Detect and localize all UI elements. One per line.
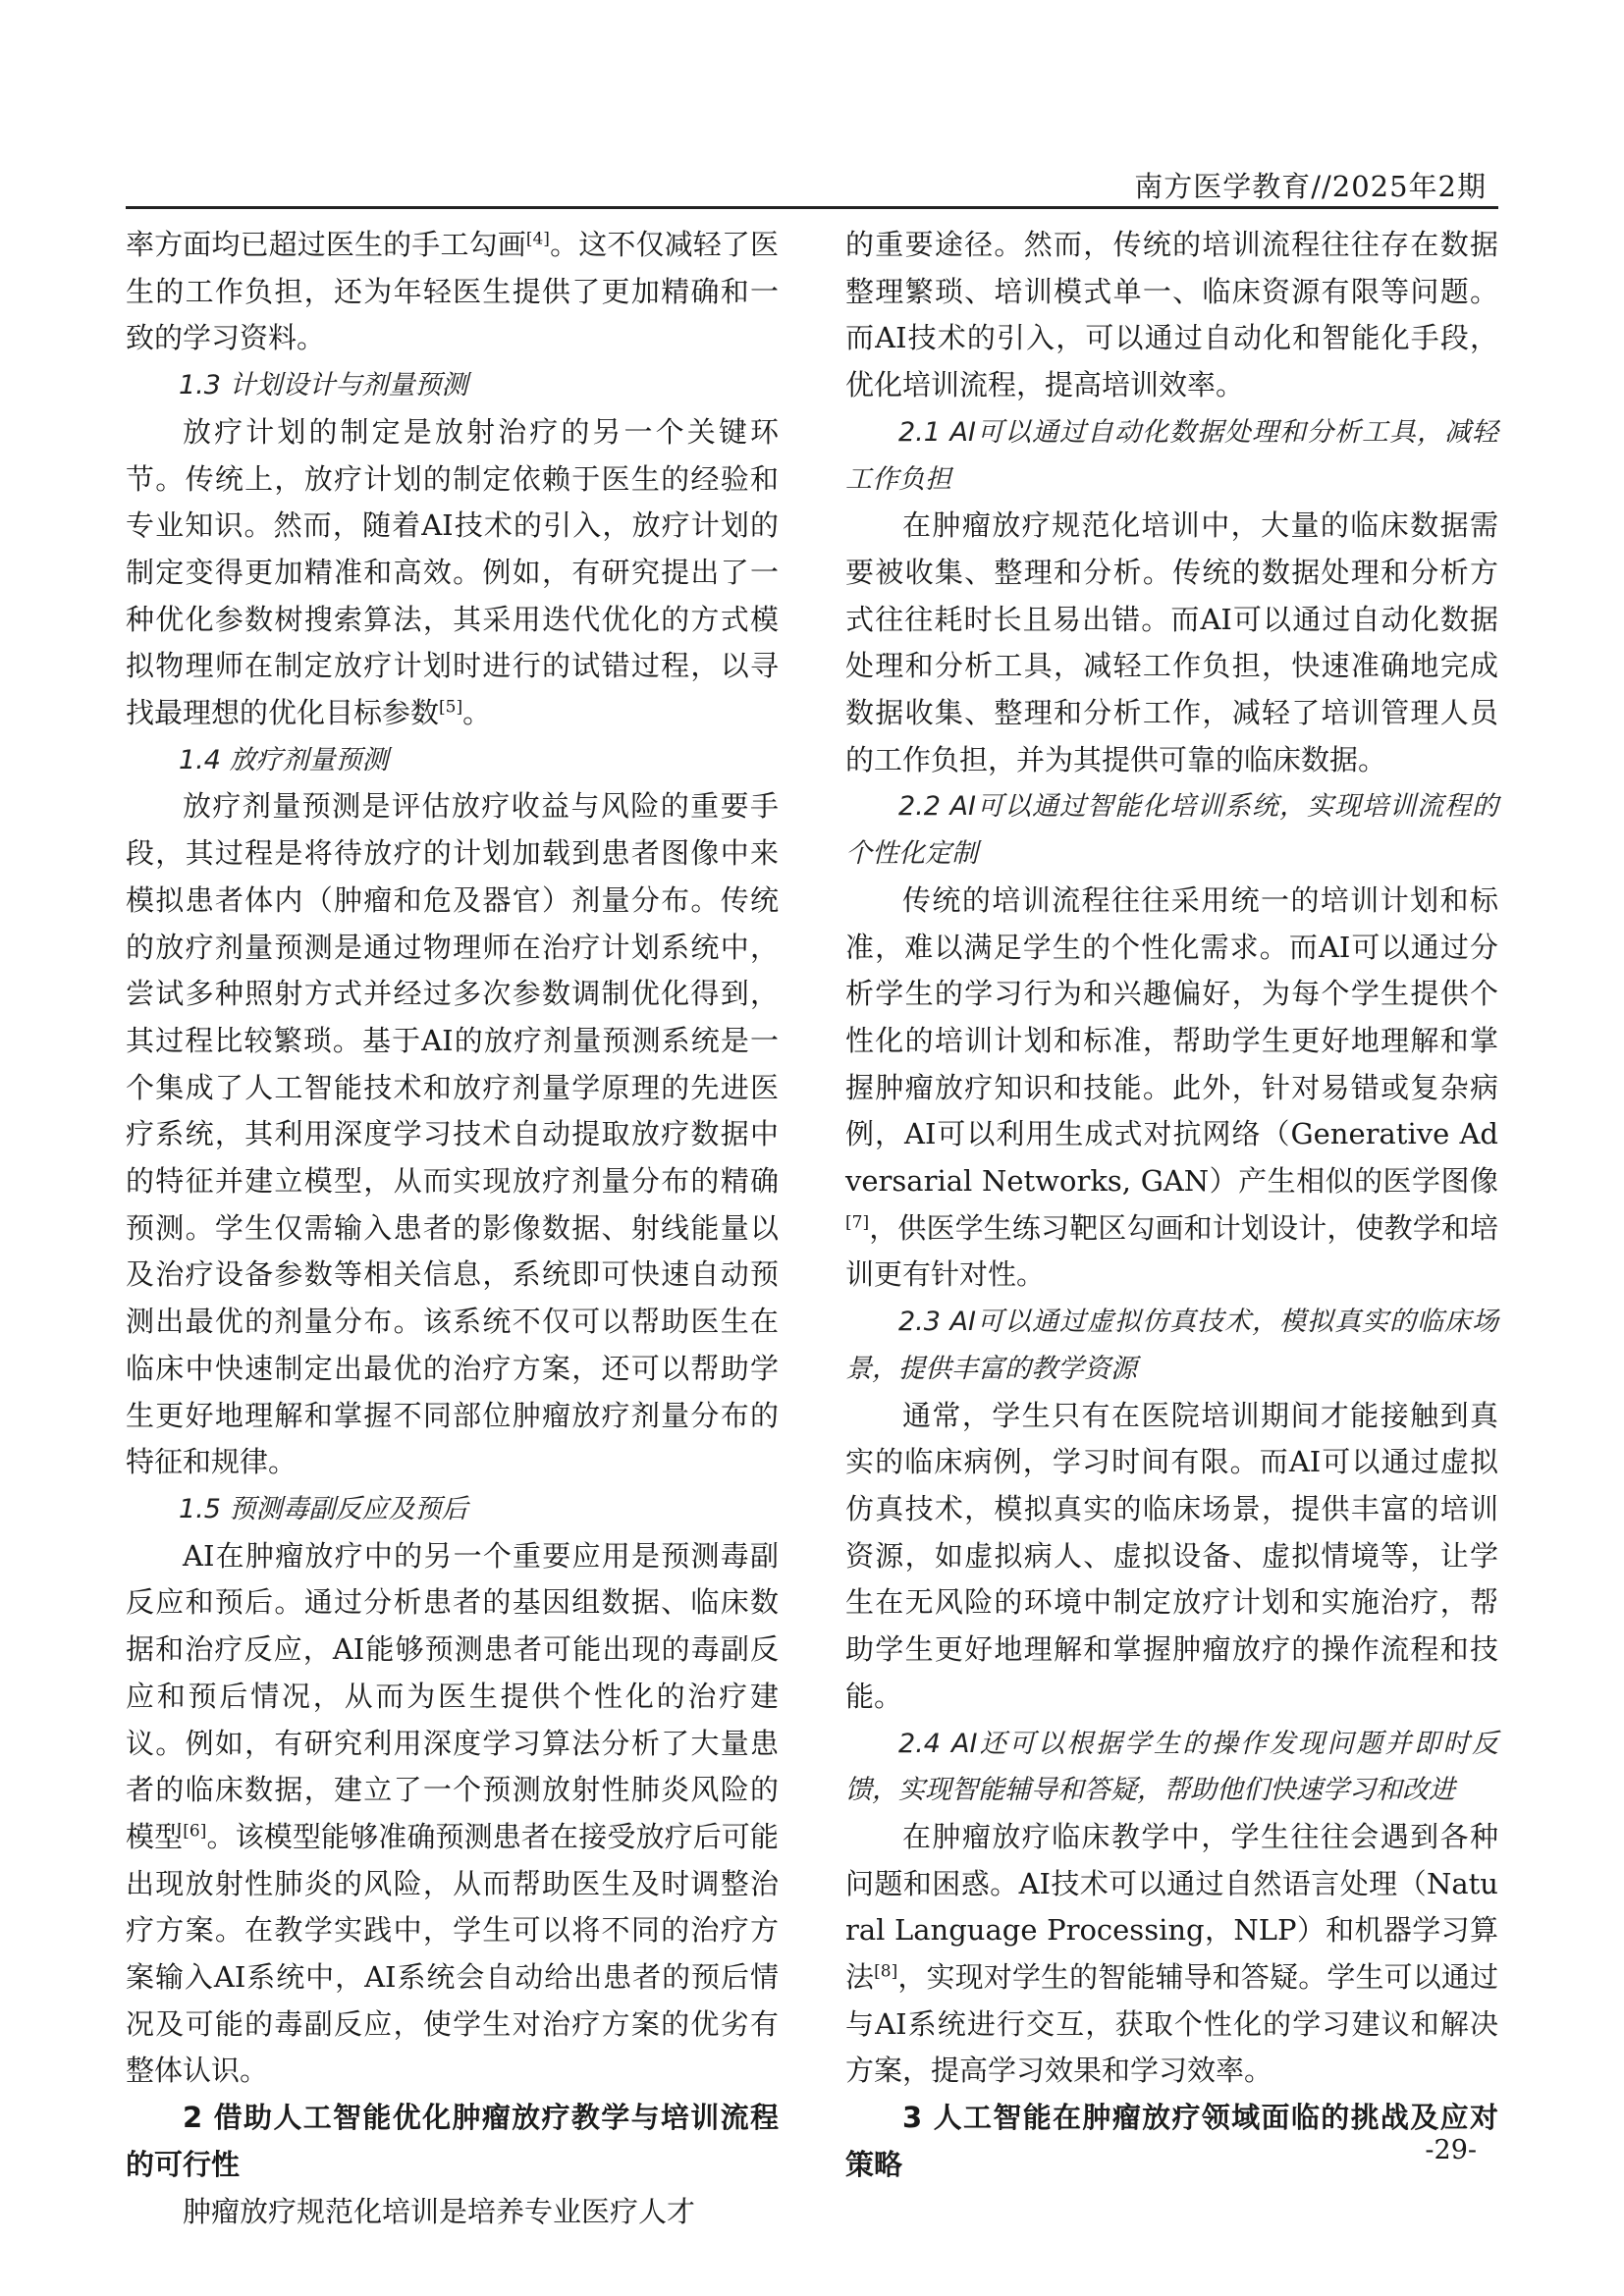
paragraph: 通常，学生只有在医院培训期间才能接触到真实的临床病例，学习时间有限。而AI可以通过虚拟仿真技术，模拟真实的临床场景，提供丰富的培训资源，如虚拟病人、虚拟设备、虚拟情境等，让学生在无风险的环境中制定放疗计划和实施治疗，帮助学生更好地理解和掌握肿瘤放疗的操作流程和技能。	[845, 1398, 1498, 1713]
paragraph: 肿瘤放疗规范化培训是培养专业医疗人才	[183, 2194, 696, 2228]
subsection-heading-1-5: 1.5 预测毒副反应及预后	[179, 1493, 468, 1524]
subsection-heading-1-3: 1.3 计划设计与剂量预测	[179, 370, 468, 401]
journal-title: 南方医学教育//2025年2期	[1134, 170, 1487, 203]
paragraph: 放疗计划的制定是放射治疗的另一个关键环节。传统上，放疗计划的制定依赖于医生的经验和专业知识。然而，随着AI技术的引入，放疗计划的制定变得更加精准和高效。例如，有研究提出了一种优化参数树搜索算法，其采用迭代优化的方式模拟物理师在制定放疗计划时进行的试错过程，以寻找最理想的优化目标参数[5]。	[126, 414, 779, 730]
citation: [6]	[183, 1821, 207, 1842]
section-heading-3: 3 人工智能在肿瘤放疗领域面临的挑战及应对策略	[845, 2101, 1498, 2181]
paragraph: 在肿瘤放疗临床教学中，学生往往会遇到各种问题和困惑。AI技术可以通过自然语言处理（Natural Language Processing，NLP）和机器学习算法[8]，实现对学生的智能辅导和答疑。学生可以通过与AI系统进行交互，获取个性化的学习建议和解决方案，提高学习效果和学习效率。	[845, 1819, 1498, 2088]
citation: [5]	[439, 697, 463, 718]
paragraph: 传统的培训流程往往采用统一的培训计划和标准，难以满足学生的个性化需求。而AI可以通过分析学生的学习行为和兴趣偏好，为每个学生提供个性化的培训计划和标准，帮助学生更好地理解和掌握肿瘤放疗知识和技能。此外，针对易错或复杂病例，AI可以利用生成式对抗网络（Generative Adversarial Networks, GAN）产生相似的医学图像[7]，供医学生练习靶区勾画和计划设计，使教学和培训更有针对性。	[845, 882, 1498, 1292]
paragraph: 在肿瘤放疗规范化培训中，大量的临床数据需要被收集、整理和分析。传统的数据处理和分析方式往往耗时长且易出错。而AI可以通过自动化数据处理和分析工具，减轻工作负担，快速准确地完成数据收集、整理和分析工作，减轻了培训管理人员的工作负担，并为其提供可靠的临床数据。	[845, 508, 1498, 776]
subsection-heading-2-3: 2.3 AI可以通过虚拟仿真技术，模拟真实的临床场景，提供丰富的教学资源	[845, 1307, 1498, 1384]
citation: [8]	[874, 1961, 898, 1982]
paragraph: AI在肿瘤放疗中的另一个重要应用是预测毒副反应和预后。通过分析患者的基因组数据、临床数据和治疗反应，AI能够预测患者可能出现的毒副反应和预后情况，从而为医生提供个性化的治疗建议。例如，有研究利用深度学习算法分析了大量患者的临床数据，建立了一个预测放射性肺炎风险的模型[6]。该模型能够准确预测患者在接受放疗后可能出现放射性肺炎的风险，从而帮助医生及时调整治疗方案。在教学实践中，学生可以将不同的治疗方案输入AI系统中，AI系统会自动给出患者的预后情况及可能的毒副反应，使学生对治疗方案的优劣有整体认识。	[126, 1538, 779, 2088]
citation: [4]	[525, 229, 550, 249]
subsection-heading-2-1: 2.1 AI可以通过自动化数据处理和分析工具，减轻工作负担	[845, 416, 1498, 495]
left-column	[126, 222, 779, 2228]
header-rule	[126, 206, 1498, 209]
paragraph: 放疗剂量预测是评估放疗收益与风险的重要手段，其过程是将待放疗的计划加载到患者图像中来模拟患者体内（肿瘤和危及器官）剂量分布。传统的放疗剂量预测是通过物理师在治疗计划系统中，尝试多种照射方式并经过多次参数调制优化得到，其过程比较繁琐。基于AI的放疗剂量预测系统是一个集成了人工智能技术和放疗剂量学原理的先进医疗系统，其利用深度学习技术自动提取放疗数据中的特征并建立模型，从而实现放疗剂量分布的精确预测。学生仅需输入患者的影像数据、射线能量以及治疗设备参数等相关信息，系统即可快速自动预测出最优的剂量分布。该系统不仅可以帮助医生在临床中快速制定出最优的治疗方案，还可以帮助学生更好地理解和掌握不同部位肿瘤放疗剂量分布的特征和规律。	[126, 789, 779, 1479]
paragraph: 的重要途径。然而，传统的培训流程往往存在数据整理繁琐、培训模式单一、临床资源有限等问题。而AI技术的引入，可以通过自动化和智能化手段，优化培训流程，提高培训效率。	[845, 228, 1498, 402]
subsection-heading-2-4: 2.4 AI还可以根据学生的操作发现问题并即时反馈，实现智能辅导和答疑，帮助他们快速学习和改进	[845, 1728, 1498, 1806]
subsection-heading-1-4: 1.4 放疗剂量预测	[179, 744, 389, 775]
page-number: -29-	[1425, 2135, 1477, 2165]
subsection-heading-2-2: 2.2 AI可以通过智能化培训系统，实现培训流程的个性化定制	[845, 791, 1498, 870]
paragraph: 率方面均已超过医生的手工勾画[4]。这不仅减轻了医生的工作负担，还为年轻医生提供了更加精确和一致的学习资料。	[126, 228, 779, 355]
page-header	[0, 0, 1624, 216]
right-column	[845, 222, 1498, 2181]
citation: [7]	[845, 1212, 870, 1233]
section-heading-2: 2 借助人工智能优化肿瘤放疗教学与培训流程的可行性	[126, 2101, 779, 2181]
